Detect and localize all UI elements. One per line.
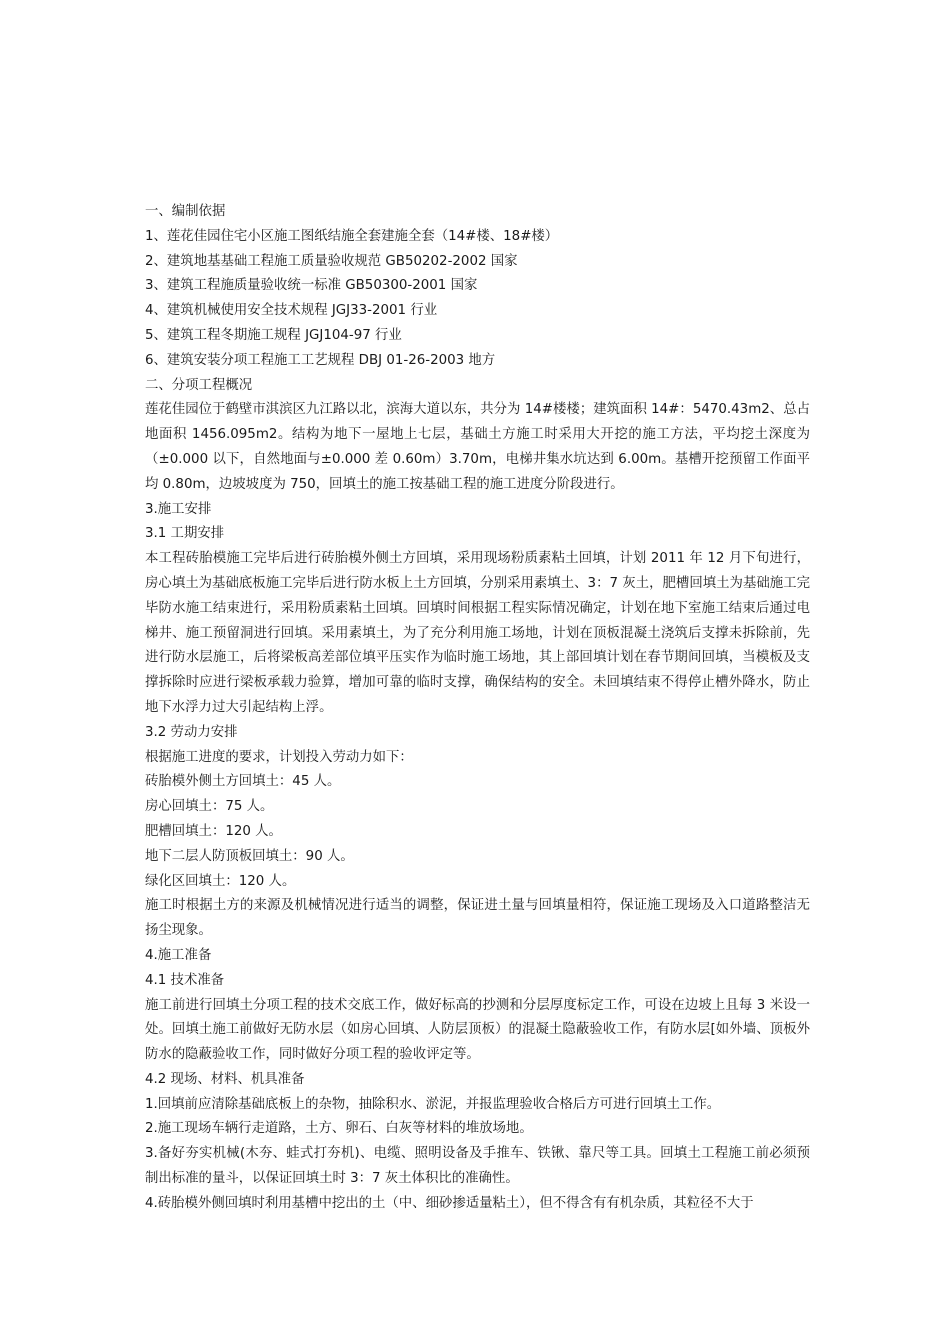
subsection-heading: 4.2 现场、材料、机具准备	[145, 1071, 305, 1087]
subsection-heading: 3.1 工期安排	[145, 526, 225, 542]
prep-item: 3.备好夯实机械(木夯、蛙式打夯机)、电缆、照明设备及手推车、铁锹、靠尺等工具。回填土工程施工前必须预制出标准的量斗，以保证回填土时 3：7 灰土体积比的准确性。	[145, 1146, 810, 1187]
list-item: 5、建筑工程冬期施工规程 JGJ104-97 行业	[145, 327, 402, 343]
list-item: 6、建筑安装分项工程施工工艺规程 DBJ 01-26-2003 地方	[145, 352, 496, 368]
subsection-heading: 4.1 技术准备	[145, 972, 225, 988]
section-heading-preparation: 4.施工准备	[145, 947, 212, 963]
paragraph-labor-intro: 根据施工进度的要求，计划投入劳动力如下：	[145, 749, 413, 765]
paragraph-labor-note: 施工时根据土方的来源及机械情况进行适当的调整，保证进土量与回填量相符，保证施工现场及入口道路整洁无扬尘现象。	[145, 898, 810, 939]
subsection-heading: 3.2 劳动力安排	[145, 724, 238, 740]
prep-item: 1.回填前应清除基础底板上的杂物，抽除积水、淤泥，并报监理验收合格后方可进行回填土工作。	[145, 1096, 721, 1112]
list-item: 2、建筑地基基础工程施工质量验收规范 GB50202-2002 国家	[145, 253, 518, 269]
list-item: 1、莲花佳园住宅小区施工图纸结施全套建施全套（14#楼、18#楼）	[145, 228, 559, 244]
section-heading-basis: 一、编制依据	[145, 204, 226, 219]
paragraph-schedule: 本工程砖胎模施工完毕后进行砖胎模外侧土方回填，采用现场粉质素粘土回填，计划 2011 年 12 月下旬进行，房心填土为基础底板施工完毕后进行防水板上土方回填，分别采用素填土、3：7 灰土，肥槽回填土为基础施工完毕防水施工结束进行，采用粉质素粘土回填。回填时间根据工程实际情况确定，计划在地下室施工结束后通过电梯井、施工预留洞进行回填。采用素填土，为了充分利用施工场地，计划在顶板混凝土浇筑后支撑未拆除前，先进行防水层施工，后将梁板高差部位填平压实作为临时施工场地，其上部回填计划在春节期间回填，当模板及支撑拆除时应进行梁板承载力验算，增加可靠的临时支撑，确保结构的安全。未回填结束不得停止槽外降水，防止地下水浮力过大引起结构上浮。	[145, 551, 810, 715]
section-heading-overview: 二、分项工程概况	[145, 377, 253, 393]
labor-item: 肥槽回填土：120 人。	[145, 823, 282, 839]
labor-item: 砖胎模外侧土方回填土：45 人。	[145, 774, 341, 790]
labor-item: 房心回填土：75 人。	[145, 799, 274, 815]
paragraph-overview: 莲花佳园位于鹤壁市淇滨区九江路以北，滨海大道以东，共分为 14#楼楼；建筑面积 14#：5470.43m2、总占地面积 1456.095m2。结构为地下一屋地上七层，基础土方施工时采用大开挖的施工方法，平均挖土深度为（±0.000 以下，自然地面与±0.000 差 0.60m）3.70m，电梯井集水坑达到 6.00m。基槽开挖预留工作面平均 0.80m，边坡坡度为 750，回填土的施工按基础工程的施工进度分阶段进行。	[145, 402, 810, 492]
labor-item: 绿化区回填土：120 人。	[145, 873, 296, 889]
section-heading-schedule: 3.施工安排	[145, 501, 212, 517]
list-item: 4、建筑机械使用安全技术规程 JGJ33-2001 行业	[145, 303, 438, 319]
prep-item: 4.砖胎模外侧回填时利用基槽中挖出的土（中、细砂掺适量粘土），但不得含有有机杂质，其粒径不大于	[145, 1195, 754, 1211]
list-item: 3、建筑工程施质量验收统一标准 GB50300-2001 国家	[145, 278, 478, 294]
labor-item: 地下二层人防顶板回填土：90 人。	[145, 848, 354, 864]
prep-item: 2.施工现场车辆行走道路，土方、卵石、白灰等材料的堆放场地。	[145, 1121, 533, 1137]
paragraph-technical-prep: 施工前进行回填土分项工程的技术交底工作，做好标高的抄测和分层厚度标定工作，可设在边坡上且每 3 米设一处。回填土施工前做好无防水层（如房心回填、人防层顶板）的混凝土隐蔽验收工作，有防水层[如外墙、顶板外防水的隐蔽验收工作，同时做好分项工程的验收评定等。	[145, 997, 810, 1063]
document-body	[145, 200, 810, 1217]
